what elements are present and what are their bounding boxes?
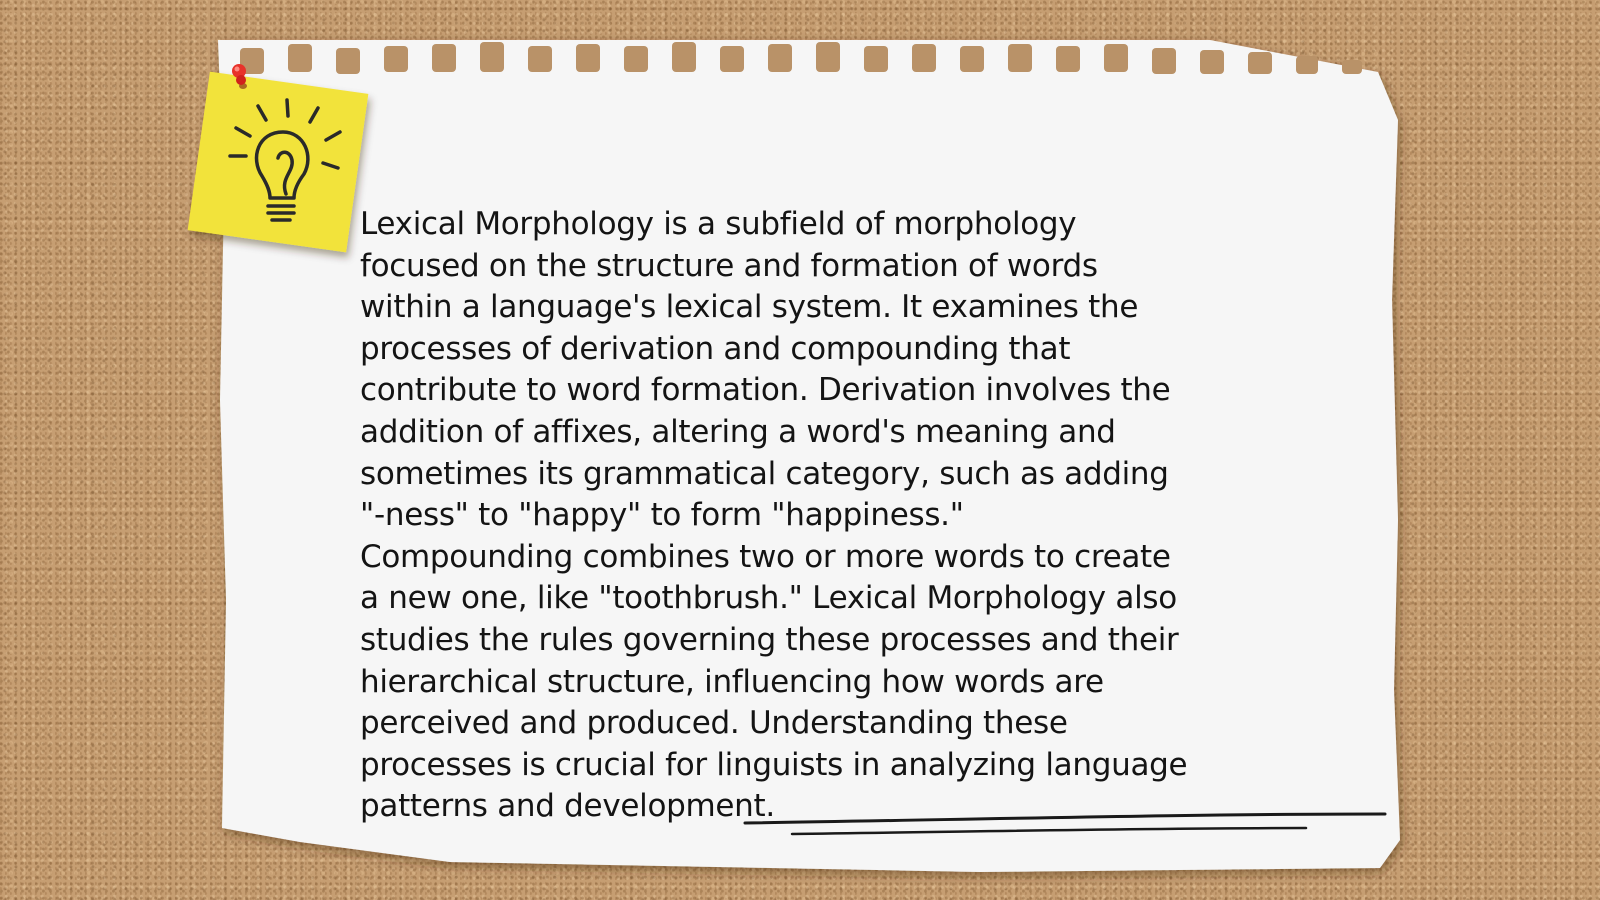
note-body-text: Lexical Morphology is a subfield of morphology focused on the structure and formation of words within a language's lexical system. It examines the processes of derivation and compounding that contribute to word formation. Derivation involves the addition of affixes, altering a word's meaning and sometimes its grammatical category, such as adding "-ness" to "happy" to form "happiness." Compounding combines two or more words to create a new one, like "toothbrush." Lexical Morphology also studies the rules governing these processes and their hierarchical structure, influencing how words are perceived and produced. Understanding these processes is crucial for linguists in analyzing language patterns and development. xyxy=(360,206,1188,825)
